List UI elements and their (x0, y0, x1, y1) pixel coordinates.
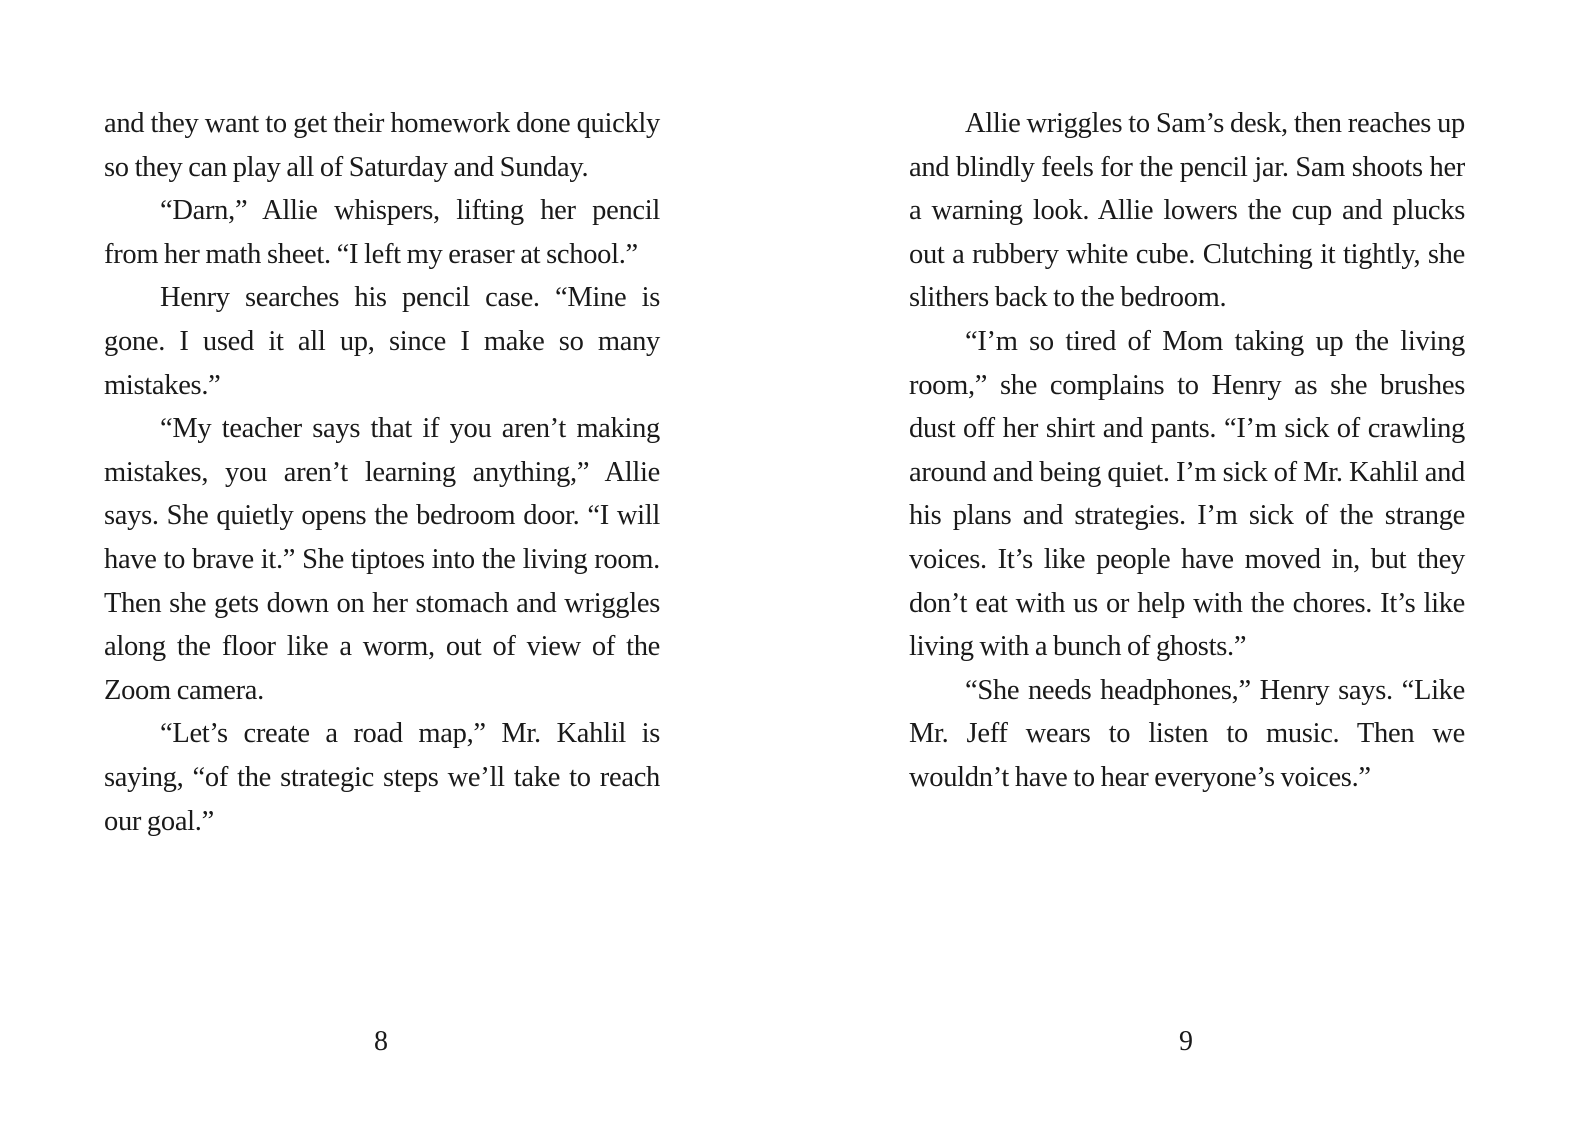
paragraph: Allie wriggles to Sam’s desk, then reaches up and blindly feels for the pencil jar. Sam shoots her a warning look. Allie lowers the cup and plucks out a rubbery white cube. Clutching it tightly, she slithers back to the bedroom. (909, 108, 1465, 314)
page-number-left: 8 (374, 1026, 388, 1057)
left-page (104, 102, 660, 1102)
paragraph: “I’m so tired of Mom taking up the living room,” she complains to Henry as she brushes dust off her shirt and pants. “I’m sick of crawling around and being quiet. I’m sick of Mr. Kahlil and his plans and strategies. I’m sick of the strange voices. It’s like people have moved in, but they don’t eat with us or help with the chores. It’s like living with a bunch of ghosts.” (909, 325, 1465, 663)
right-page (909, 102, 1465, 1102)
paragraph: Henry searches his pencil case. “Mine is gone. I used it all up, since I make so many mistakes.” (104, 282, 660, 401)
page-number-right: 9 (1179, 1026, 1193, 1057)
paragraph: and they want to get their homework done quickly so they can play all of Saturday and Sunday. (104, 108, 660, 183)
paragraph: “My teacher says that if you aren’t making mistakes, you aren’t learning anything,” Allie says. She quietly opens the bedroom door. “I will have to brave it.” She tiptoes into the living room. Then she gets down on her stomach and wriggles along the floor like a worm, out of view of the Zoom camera. (104, 413, 660, 706)
paragraph: “Let’s create a road map,” Mr. Kahlil is saying, “of the strategic steps we’ll take to reach our goal.” (104, 718, 660, 837)
paragraph: “She needs headphones,” Henry says. “Like Mr. Jeff wears to listen to music. Then we wouldn’t have to hear everyone’s voices.” (909, 674, 1465, 793)
paragraph: “Darn,” Allie whispers, lifting her pencil from her math sheet. “I left my eraser at school.” (104, 195, 660, 270)
